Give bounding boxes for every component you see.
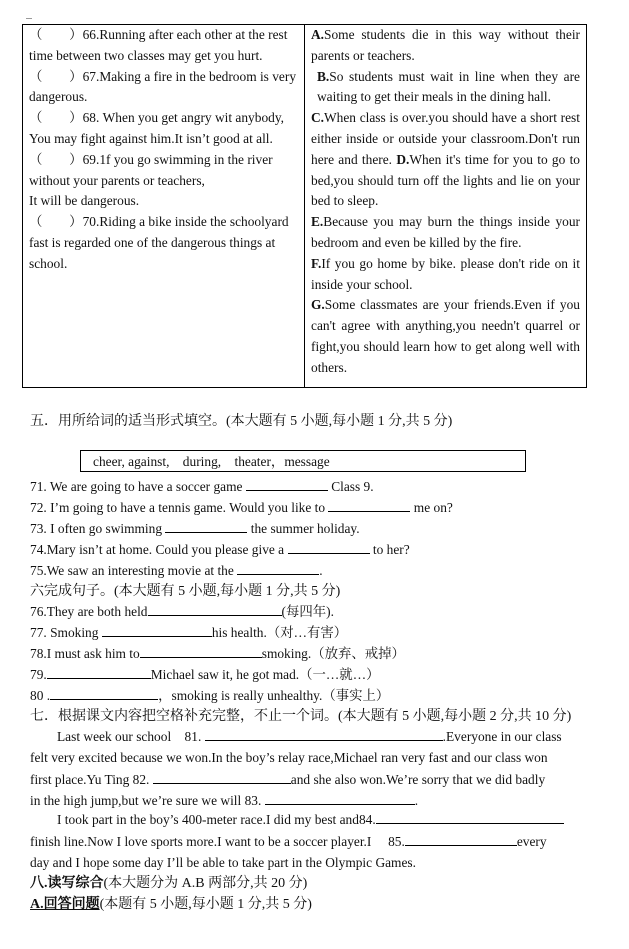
passage-paragraph-2 <box>30 809 582 873</box>
passage-line <box>30 769 582 791</box>
answer-paren: （ ） <box>29 214 83 230</box>
option-letter: E. <box>311 214 324 230</box>
passage-paragraph-1 <box>30 726 582 812</box>
statement-66 <box>29 25 299 67</box>
answer-paren: （ ） <box>29 68 83 84</box>
option-text: Some classmates are your friends.Even if you can't agree with anything,you needn't quarrel or fight,you should learn how to get along well with others. <box>311 297 580 375</box>
option-text: If you go home by bike. please don't ride on it inside your school. <box>311 255 580 292</box>
passage-text: and she also won.We’re sorry that we did badly <box>290 771 546 787</box>
answer-blank[interactable] <box>328 497 410 512</box>
statement-69 <box>29 150 299 192</box>
question-text: 80 . <box>30 688 51 703</box>
answer-blank[interactable] <box>47 664 151 679</box>
statement-68 <box>29 108 299 150</box>
answer-blank[interactable] <box>237 560 319 575</box>
question-77 <box>30 622 347 641</box>
option-text: So students must wait in line when they are waiting to get their meals in the dining hall. <box>317 68 580 105</box>
answer-blank-81[interactable] <box>205 726 443 741</box>
statement-text: 1f you go swimming in the river without your parents or teachers, <box>29 151 273 188</box>
option-f <box>311 254 580 296</box>
passage-text: I took part in the boy’s 400-meter race.I did my best and84. <box>57 812 376 827</box>
option-c-d <box>311 108 580 212</box>
passage-line: day and I hope some day I’ll be able to take part in the Olympic Games. <box>30 854 416 870</box>
statement-text: When you get angry wit anybody, You may fight against him.It isn’t good at all. <box>29 110 285 146</box>
question-text: 77. Smoking <box>30 625 99 640</box>
section-8a-heading: A.回答问题 <box>30 897 100 912</box>
statement-67 <box>29 67 299 109</box>
question-78 <box>30 643 405 662</box>
question-74 <box>30 539 410 558</box>
section-8-heading: 八.读写综合 <box>30 876 104 891</box>
passage-line: felt very excited because we won.In the boy’s relay race,Michael ran very fast and our class won <box>30 749 548 765</box>
question-text: 78.I must ask him to <box>30 646 140 661</box>
statement-number: 70. <box>82 214 100 230</box>
passage-line <box>30 831 582 853</box>
section-6-title: 六完成句子。(本大题有 5 小题,每小题 1 分,共 5 分) <box>30 584 341 599</box>
question-text: Class 9. <box>331 479 374 494</box>
question-text: his health.（对…有害） <box>211 625 348 640</box>
passage-text: .Everyone in our class <box>442 729 562 744</box>
option-letter: G. <box>311 297 325 313</box>
option-text: When class is over.you should have a short rest either inside or outside your classroom.Don't run here and there. <box>311 110 580 167</box>
option-text: When it's time for you to go to bed,you should turn off the lights and lie on your bed to sleep. <box>311 151 580 209</box>
question-text: 76.They are both held <box>30 604 148 619</box>
option-a <box>311 25 580 67</box>
question-text: 75.We saw an interesting movie at the <box>30 563 234 578</box>
statement-text: Riding a bike inside the schoolyard fast is regarded one of the dangerous things at school. <box>29 214 289 271</box>
answer-blank[interactable] <box>50 685 158 700</box>
statement-text: Running after each other at the rest time between two classes may get you hurt. <box>29 27 288 63</box>
question-text: . <box>319 563 323 578</box>
section-8a-title <box>30 893 312 913</box>
question-text: the summer holiday. <box>250 521 360 536</box>
passage-text: Last week our school 81. <box>57 729 202 744</box>
question-text: 79. <box>30 667 47 682</box>
question-text: me on? <box>413 500 453 515</box>
question-text: 71. We are going to have a soccer game <box>30 479 243 494</box>
statement-number: 68. <box>82 110 100 126</box>
option-g <box>311 295 580 378</box>
question-text: ，smoking is really unhealthy.（事实上） <box>158 688 390 703</box>
question-text: smoking.（放弃、戒掉） <box>261 646 405 661</box>
passage-line <box>30 726 582 748</box>
statement-text: It will be dangerous. <box>29 193 140 209</box>
passage-text: . <box>414 793 419 809</box>
option-e <box>311 212 580 254</box>
answer-blank-84[interactable] <box>376 809 564 824</box>
section-8-note: (本大题分为 A.B 两部分,共 20 分) <box>103 876 308 891</box>
section-8-title <box>30 872 307 892</box>
question-75 <box>30 560 323 579</box>
statement-70 <box>29 212 299 274</box>
statement-number: 69. <box>82 151 100 167</box>
statements-column <box>23 25 305 388</box>
section-8a-note: (本题有 5 小题,每小题 1 分,共 5 分) <box>99 897 312 912</box>
section-5-title: 五．用所给词的适当形式填空。(本大题有 5 小题,每小题 1 分,共 5 分) <box>30 414 453 429</box>
passage-text: in the high jump,but we’re sure we will 83. <box>30 793 262 809</box>
answer-blank[interactable] <box>288 539 370 554</box>
question-text: 72. I’m going to have a tennis game. Would you like to <box>30 500 326 515</box>
question-text: 73. I often go swimming <box>30 521 163 536</box>
passage-text: finish line.Now I love sports more.I want to be a soccer player.I 85. <box>30 833 405 849</box>
question-text: Michael saw it, he got mad.（一…就…） <box>150 667 380 682</box>
answer-blank[interactable] <box>246 476 328 491</box>
statement-number: 67. <box>82 68 100 84</box>
section-7-title: 七．根据课文内容把空格补充完整，不止一个词。(本大题有 5 小题,每小题 2 分,共 10 分) <box>30 709 572 724</box>
answer-blank[interactable] <box>165 518 247 533</box>
word-bank-box: cheer, against, during, theater，message <box>80 450 526 472</box>
answer-paren: （ ） <box>29 27 83 42</box>
answer-paren: （ ） <box>29 151 83 167</box>
option-letter: B. <box>317 68 330 84</box>
answer-blank-83[interactable] <box>265 790 415 805</box>
answer-blank[interactable] <box>148 601 282 616</box>
option-text: Because you may burn the things inside your bedroom and even be killed by the fire. <box>311 214 580 250</box>
option-text: Some students die in this way without their parents or teachers. <box>311 27 580 63</box>
question-80 <box>30 685 389 704</box>
answer-blank[interactable] <box>140 643 262 658</box>
statement-number: 66. <box>82 27 100 42</box>
question-79 <box>30 664 379 683</box>
question-71 <box>30 476 374 495</box>
option-letter: D. <box>396 151 410 167</box>
question-76 <box>30 601 334 620</box>
question-72 <box>30 497 453 516</box>
answer-blank-85[interactable] <box>405 831 517 846</box>
passage-text: first place.Yu Ting 82. <box>30 771 150 787</box>
option-letter: F. <box>311 255 322 271</box>
question-73 <box>30 518 360 537</box>
question-text: 74.Mary isn’t at home. Could you please give a <box>30 542 285 557</box>
passage-line <box>30 809 582 831</box>
answer-blank-82[interactable] <box>153 769 291 784</box>
question-text: to her? <box>372 542 410 557</box>
question-text: (每四年). <box>281 604 334 619</box>
passage-text: every <box>516 833 547 849</box>
page-corner-mark <box>26 0 32 19</box>
option-letter: A. <box>311 27 325 42</box>
option-b <box>311 67 580 109</box>
answer-paren: （ ） <box>29 110 83 126</box>
statement-69-continued <box>29 191 299 212</box>
answer-blank[interactable] <box>102 622 212 637</box>
statement-text: Making a fire in the bedroom is very dangerous. <box>29 68 297 105</box>
options-column <box>305 25 587 388</box>
matching-table <box>22 24 587 388</box>
option-letter: C. <box>311 110 325 126</box>
